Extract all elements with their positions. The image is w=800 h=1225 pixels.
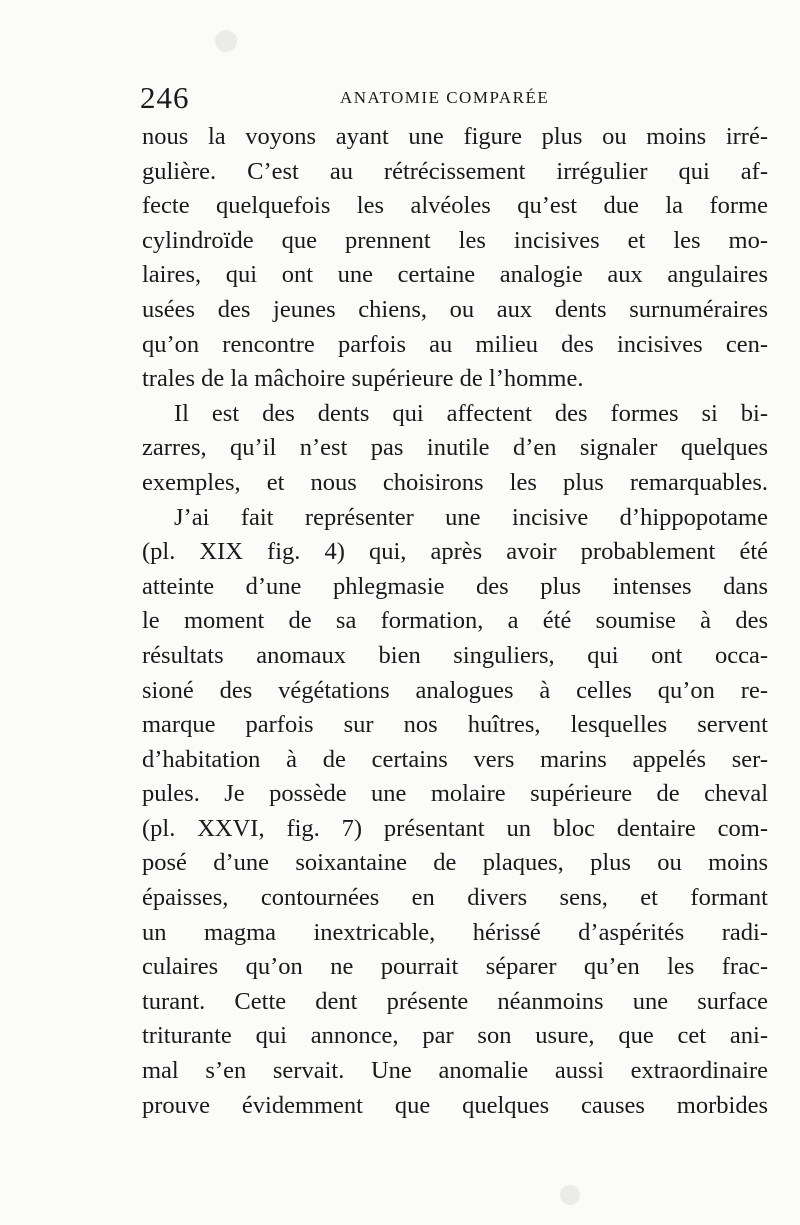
text-line: marque parfois sur nos huîtres, lesquelles servent [142, 711, 768, 739]
text-line: J’ai fait représenter une incisive d’hippopotame [174, 503, 768, 531]
text-line: le moment de sa formation, a été soumise à des [142, 607, 768, 635]
text-line: épaisses, contournées en divers sens, et formant [142, 884, 768, 912]
text-line: (pl. XXVI, fig. 7) présentant un bloc dentaire com- [142, 814, 768, 842]
text-line: posé d’une soixantaine de plaques, plus ou moins [142, 849, 768, 877]
smudge-mark [560, 1185, 580, 1205]
text-line: un magma inextricable, hérissé d’aspérités radi- [142, 918, 768, 946]
text-line: atteinte d’une phlegmasie des plus intenses dans [142, 572, 768, 600]
text-line: (pl. XIX fig. 4) qui, après avoir probablement été [142, 538, 768, 566]
text-line: turant. Cette dent présente néanmoins une surface [142, 987, 768, 1015]
text-line: qu’on rencontre parfois au milieu des incisives cen- [142, 330, 768, 358]
text-line: mal s’en servait. Une anomalie aussi extraordinaire [142, 1057, 768, 1085]
smudge-mark [215, 30, 237, 52]
text-line: prouve évidemment que quelques causes morbides [142, 1091, 768, 1119]
text-line: d’habitation à de certains vers marins appelés ser- [142, 745, 768, 773]
page-header [140, 78, 770, 118]
text-line: pules. Je possède une molaire supérieure de cheval [142, 780, 768, 808]
text-line: gulière. C’est au rétrécissement irrégulier qui af- [142, 157, 768, 185]
text-line: triturante qui annonce, par son usure, que cet ani- [142, 1022, 768, 1050]
text-line: culaires qu’on ne pourrait séparer qu’en les frac- [142, 953, 768, 981]
text-line: usées des jeunes chiens, ou aux dents surnuméraires [142, 295, 768, 323]
text-line: nous la voyons ayant une figure plus ou moins irré- [142, 123, 768, 150]
text-line: zarres, qu’il n’est pas inutile d’en signaler quelques [142, 434, 768, 462]
text-line: sioné des végétations analogues à celles qu’on re- [142, 676, 768, 704]
text-line: exemples, et nous choisirons les plus remarquables. [142, 468, 768, 496]
running-head: ANATOMIE COMPARÉE [340, 88, 550, 107]
text-line: fecte quelquefois les alvéoles qu’est due la forme [142, 192, 768, 220]
text-line: trales de la mâchoire supérieure de l’homme. [142, 365, 584, 393]
text-line: cylindroïde que prennent les incisives et les mo- [142, 226, 768, 254]
text-line: résultats anomaux bien singuliers, qui ont occa- [142, 641, 768, 669]
page-number: 246 [140, 80, 190, 115]
text-line: laires, qui ont une certaine analogie aux angulaires [142, 261, 768, 289]
text-line: Il est des dents qui affectent des formes si bi- [174, 399, 768, 427]
body-text [142, 120, 768, 1123]
